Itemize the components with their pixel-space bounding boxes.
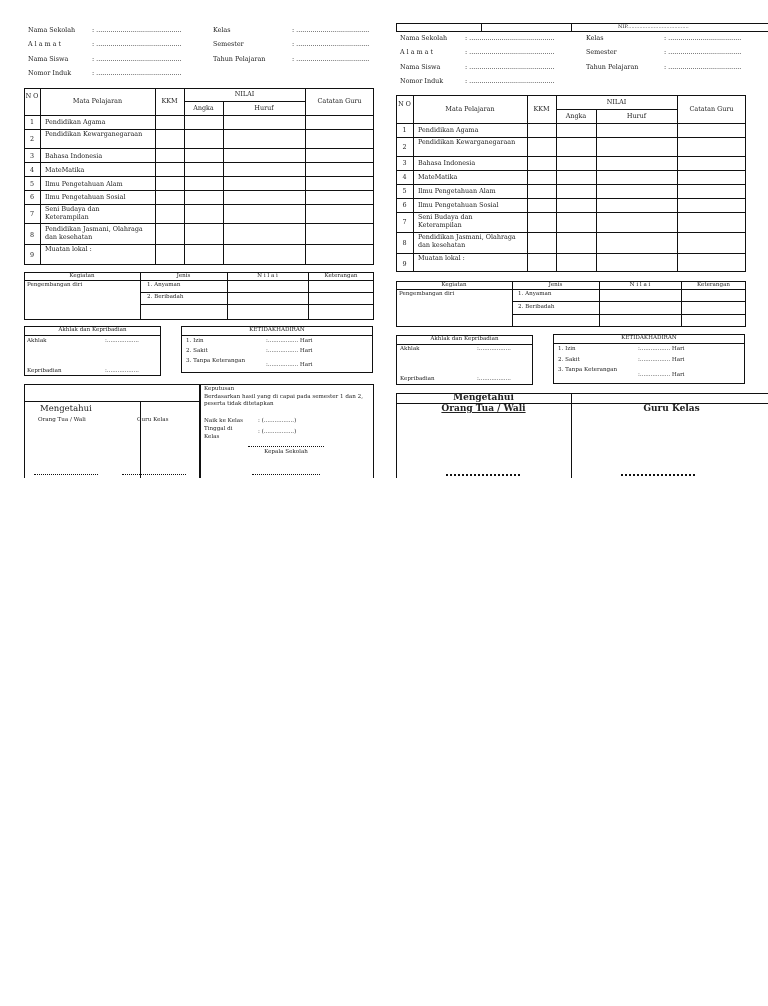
header-mata-pelajaran: Mata Pelajaran [445, 105, 495, 113]
absen-hari[interactable]: :................. Hari [266, 362, 313, 368]
row-no: 2 [29, 135, 35, 143]
row-subject: Ilmu Pengetahuan Sosial [418, 201, 499, 209]
field-semester[interactable]: : .................................... [292, 40, 370, 48]
absen-hari[interactable]: :................. Hari [638, 357, 685, 363]
ortu-label: Orang Tua / Wali [441, 404, 526, 414]
signature-line-ortu[interactable] [446, 474, 520, 476]
field-tahun-pelajaran[interactable]: : .................................... [292, 55, 370, 63]
field-nama-siswa[interactable]: : .......................................... [92, 55, 182, 63]
header-no: N O [25, 92, 39, 100]
akhlak-value[interactable]: :.................. [477, 346, 511, 352]
absen-hari[interactable]: :................. Hari [266, 338, 313, 344]
label-nomor-induk: Nomor Induk [400, 77, 444, 85]
row-no: 9 [402, 260, 407, 268]
header-mata-pelajaran: Mata Pelajaran [72, 97, 123, 105]
header-kkm: KKM [533, 105, 550, 113]
header-angka: Angka [565, 112, 587, 120]
guru-label: Guru Kelas [137, 417, 169, 423]
absen-hari[interactable]: :................. Hari [266, 348, 313, 354]
absen-title: KETIDAKHADIRAN [249, 327, 305, 333]
naik-kelas-label: Naik ke Kelas [204, 418, 243, 424]
label-semester: Semester [586, 48, 617, 56]
row-subject: Muatan lokal : [45, 245, 92, 253]
row-subject: MateMatika [45, 166, 85, 174]
pengembangan-diri-label: Pengembangan diri [399, 291, 455, 297]
akhlak-title: Akhlak dan Kepribadian [58, 327, 127, 333]
row-subject: Seni Budaya dan Keterampilan [45, 205, 100, 221]
field-nomor-induk[interactable]: : .......................................... [92, 69, 182, 77]
akhlak-label: Akhlak [27, 338, 47, 344]
row-subject: Ilmu Pengetahuan Sosial [45, 193, 126, 201]
absen-hari[interactable]: :................. Hari [638, 372, 685, 378]
row-subject: Pendidikan Agama [45, 118, 106, 126]
label-alamat: A l a m a t [28, 40, 62, 48]
akhlak-value[interactable]: :.................. [105, 338, 139, 344]
ekskul-item: 2. Beribadah [147, 294, 184, 300]
date-line[interactable] [248, 446, 324, 447]
row-no: 5 [29, 180, 35, 188]
field-nama-sekolah[interactable]: : .......................................... [92, 26, 182, 34]
row-no: 7 [29, 210, 35, 218]
row-no: 3 [29, 152, 35, 160]
ekskul-item: 1. Anyaman [518, 291, 552, 297]
label-alamat: A l a m a t [400, 48, 434, 56]
header-nilai-ekskul: N i l a i [257, 273, 278, 279]
header-huruf: Huruf [626, 112, 647, 120]
label-nama-sekolah: Nama Sekolah [400, 34, 448, 42]
absen-item: 3. Tanpa Keterangan [558, 367, 618, 373]
row-no: 8 [402, 239, 407, 247]
field-semester[interactable]: : .................................... [664, 48, 742, 56]
row-subject: Pendidikan Kewarganegaraan [418, 138, 516, 146]
row-subject: Pendidikan Jasmani, Olahraga dan kesehatan [45, 225, 143, 241]
field-kelas[interactable]: : .................................... [292, 26, 370, 34]
row-subject: Muatan lokal : [418, 254, 465, 262]
row-no: 4 [29, 166, 35, 174]
absen-item: 2. Sakit [186, 348, 208, 354]
header-nilai: NILAI [606, 98, 627, 106]
label-semester: Semester [213, 40, 244, 48]
field-alamat[interactable]: : .......................................... [465, 48, 555, 56]
absen-item: 2. Sakit [558, 357, 580, 363]
kepribadian-value[interactable]: :.................. [105, 368, 139, 374]
kepribadian-value[interactable]: :.................. [477, 376, 511, 382]
header-huruf: Huruf [254, 104, 274, 112]
row-no: 2 [402, 143, 407, 151]
header-catatan-guru: Catatan Guru [689, 105, 734, 113]
kepribadian-label: Kepribadian [27, 368, 62, 374]
row-no: 1 [402, 126, 407, 134]
signature-line-kepala[interactable] [252, 474, 320, 475]
kepribadian-label: Kepribadian [400, 376, 435, 382]
row-no: 3 [402, 159, 407, 167]
ekskul-item: 1. Anyaman [147, 282, 181, 288]
header-keterangan: Keterangan [324, 273, 358, 279]
header-no: N O [398, 100, 411, 108]
header-angka: Angka [193, 104, 214, 112]
label-nama-sekolah: Nama Sekolah [28, 26, 76, 34]
akhlak-title: Akhlak dan Kepribadian [430, 336, 499, 342]
row-no: 8 [29, 231, 35, 239]
label-tahun-pelajaran: Tahun Pelajaran [213, 55, 266, 63]
row-subject: Pendidikan Jasmani, Olahraga dan kesehatan [418, 233, 516, 249]
row-no: 9 [29, 251, 35, 259]
signature-line-guru[interactable] [122, 474, 186, 475]
keputusan-text: Berdasarkan hasil yang di capai pada semester 1 dan 2, peserta tidak ditetapkan [204, 394, 363, 407]
pengembangan-diri-label: Pengembangan diri [27, 282, 83, 288]
row-subject: Bahasa Indonesia [45, 152, 103, 160]
ortu-label: Orang Tua / Wali [38, 417, 86, 423]
header-jenis: Jenis [176, 273, 191, 279]
row-no: 6 [402, 201, 407, 209]
signature-line-ortu[interactable] [34, 474, 98, 475]
absen-item: 1. Izin [558, 346, 576, 352]
naik-kelas-value[interactable]: : (.................) [258, 418, 297, 424]
header-keterangan: Keterangan [696, 282, 731, 288]
label-kelas: Kelas [586, 34, 604, 42]
label-tahun-pelajaran: Tahun Pelajaran [586, 63, 639, 71]
absen-hari[interactable]: :................. Hari [638, 346, 685, 352]
row-no: 1 [29, 118, 35, 126]
header-kkm: KKM [161, 97, 178, 105]
label-nama-siswa: Nama Siswa [400, 63, 441, 71]
row-subject: Bahasa Indonesia [418, 159, 476, 167]
row-no: 4 [402, 173, 407, 181]
row-subject: Pendidikan Kewarganegaraan [45, 130, 143, 138]
ekskul-item: 2. Beribadah [518, 304, 555, 310]
mengetahui-label: Mengetahui [453, 393, 514, 403]
kepala-sekolah-label: Kepala Sekolah [264, 449, 308, 455]
label-kelas: Kelas [213, 26, 231, 34]
akhlak-label: Akhlak [400, 346, 420, 352]
field-tahun-pelajaran[interactable]: : .................................... [664, 63, 742, 71]
header-jenis: Jenis [548, 282, 563, 288]
nip-header-bar [396, 23, 768, 32]
absen-title: KETIDAKHADIRAN [621, 335, 677, 341]
header-kegiatan: Kegiatan [441, 282, 467, 288]
header-kegiatan: Kegiatan [69, 273, 95, 279]
field-nama-siswa[interactable]: : .......................................... [465, 63, 555, 71]
guru-label: Guru Kelas [643, 404, 700, 414]
header-nilai-ekskul: N i l a i [629, 282, 651, 288]
kelas-label: Kelas [204, 434, 220, 440]
absen-item: 1. Izin [186, 338, 204, 344]
nip-label: NIP....................................... [618, 24, 689, 30]
row-subject: Seni Budaya dan Keterampilan [418, 213, 473, 229]
tinggal-value[interactable]: : (.................) [258, 429, 297, 435]
header-catatan-guru: Catatan Guru [317, 97, 362, 105]
mengetahui-label: Mengetahui [40, 404, 92, 414]
tinggal-label: Tinggal di [204, 426, 233, 432]
field-nama-sekolah[interactable]: : .......................................... [465, 34, 555, 42]
row-subject: MateMatika [418, 173, 458, 181]
absen-item: 3. Tanpa Keterangan [186, 358, 246, 364]
label-nomor-induk: Nomor Induk [28, 69, 72, 77]
field-alamat[interactable]: : .......................................... [92, 40, 182, 48]
signature-line-guru[interactable] [621, 474, 695, 476]
keputusan-title: Keputusan [204, 386, 235, 392]
row-no: 7 [402, 218, 407, 226]
row-no: 5 [402, 187, 407, 195]
field-nomor-induk[interactable]: : .......................................... [465, 77, 555, 85]
row-subject: Pendidikan Agama [418, 126, 479, 134]
row-subject: Ilmu Pengetahuan Alam [45, 180, 123, 188]
field-kelas[interactable]: : .................................... [664, 34, 742, 42]
row-subject: Ilmu Pengetahuan Alam [418, 187, 496, 195]
header-nilai: NILAI [234, 90, 255, 98]
row-no: 6 [29, 193, 35, 201]
label-nama-siswa: Nama Siswa [28, 55, 69, 63]
